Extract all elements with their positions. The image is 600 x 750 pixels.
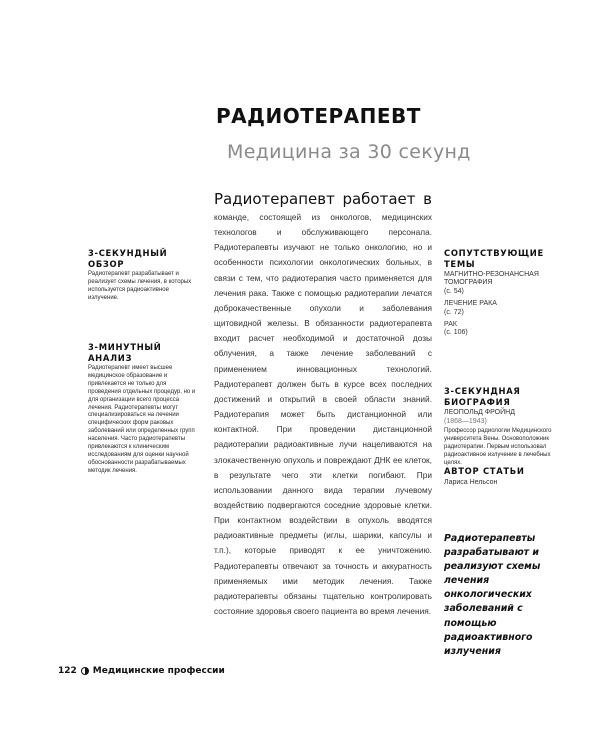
analysis-block	[88, 342, 198, 476]
related-item-label: ЛЕЧЕНИЕ РАКА	[444, 300, 497, 308]
related-item-label: МАГНИТНО-РЕЗОНАНСНАЯ ТОМОГРАФИЯ	[444, 271, 539, 287]
analysis-heading: 3-МИНУТНЫЙ АНАЛИЗ	[88, 342, 162, 363]
related-item-page: (с. 106)	[444, 329, 468, 337]
overview-heading: 3-СЕКУНДНЫЙ ОБЗОР	[88, 248, 168, 269]
related-heading: СОПУТСТВУЮЩИЕ ТЕМЫ	[444, 248, 544, 269]
page-subtitle: Медицина за 30 секунд	[227, 141, 471, 163]
bio-text: Профессор радиологии Медицинского университета Вены. Основоположник радиотерапии. Первым использовал радиоактивное излучение в лечебных целях.	[444, 428, 552, 467]
page-number: 122	[58, 666, 77, 676]
overview-text: Радиотерапевт разрабатывает и реализует схемы лечения, в которых используется радиоактивное излучение.	[88, 271, 192, 301]
bio-heading: 3-СЕКУНДНАЯ БИОГРАФИЯ	[444, 386, 521, 407]
related-item-page: (с. 72)	[444, 308, 464, 316]
article-body: команде, состоящей из онкологов, медицинских технологов и обслуживающего персонала. Радиотерапевты изучают не только онкологию, но и особенности психологии онкологических больных, в связи с тем, что радиотерапия часто применяется для лечения рака. Также с помощью радиотерапии лечатся доброкачественные опухоли и заболевания щитовидной железы. В обязанности радиотерапевта входит расчет необходимой и достаточной дозы облучения, а также лечение заболеваний с применением инновационных технологий. Радиотерапевт должен быть в курсе всех последних достижений и открытий в своей области знаний. Радиотерапия может быть дистанционной или контактной. При проведении дистанционной радиотерапии радиоактивные лучи нацеливаются на злокачественную опухоль и повреждают ДНК ее клеток, в результате чего эти клетки погибают. При использовании данного вида терапии лучевому воздействию подвергаются соседние здоровые клетки. При контактном воздействии в опухоль вводятся радиоактивные предметы (иглы, шарики, капсулы и т.п.), которые приводят к ее уничтожению. Радиотерапевты отвечают за точность и аккуратность применяемых ими методик лечения. Также радиотерапевты обязаны тщательно контролировать состояние здоровья своего пациента во время лечения.	[214, 212, 432, 617]
biography-block	[444, 386, 564, 468]
page-title: РАДИОТЕРАПЕВТ	[216, 104, 421, 128]
main-article	[214, 190, 432, 619]
bio-dates: (1868—1943)	[444, 418, 487, 426]
article-lead: Радиотерапевт работает в	[214, 190, 432, 208]
related-item-label: РАК	[444, 321, 457, 329]
half-circle-icon	[81, 667, 89, 675]
author-block	[444, 466, 564, 486]
overview-block	[88, 248, 198, 303]
bio-name: ЛЕОПОЛЬД ФРОЙНД	[444, 409, 515, 416]
pull-quote: Радиотерапевты разрабатывают и реализуют схемы лечения онкологических заболеваний с помощью радиоактивного излучения	[444, 533, 541, 657]
related-topics-block	[444, 248, 564, 342]
section-name: Медицинские профессии	[92, 666, 225, 676]
author-heading: АВТОР СТАТЬИ	[444, 466, 525, 476]
analysis-text: Радиотерапевт имеет высшее медицинское образование и привлекается не только для проведения отдельных процедур, но и для организации всего процесса лечения. Радиотерапевты могут специализироваться на лечении специфических форм раковых заболеваний или определенных групп населения. Часто радиотерапевты привлекаются к клиническим исследованиям для оценки научной обоснованности разрабатываемых методик лечения.	[88, 365, 196, 474]
page-footer	[58, 666, 225, 676]
related-item-page: (с. 54)	[444, 287, 464, 295]
author-name: Лариса Нельсон	[444, 478, 498, 486]
